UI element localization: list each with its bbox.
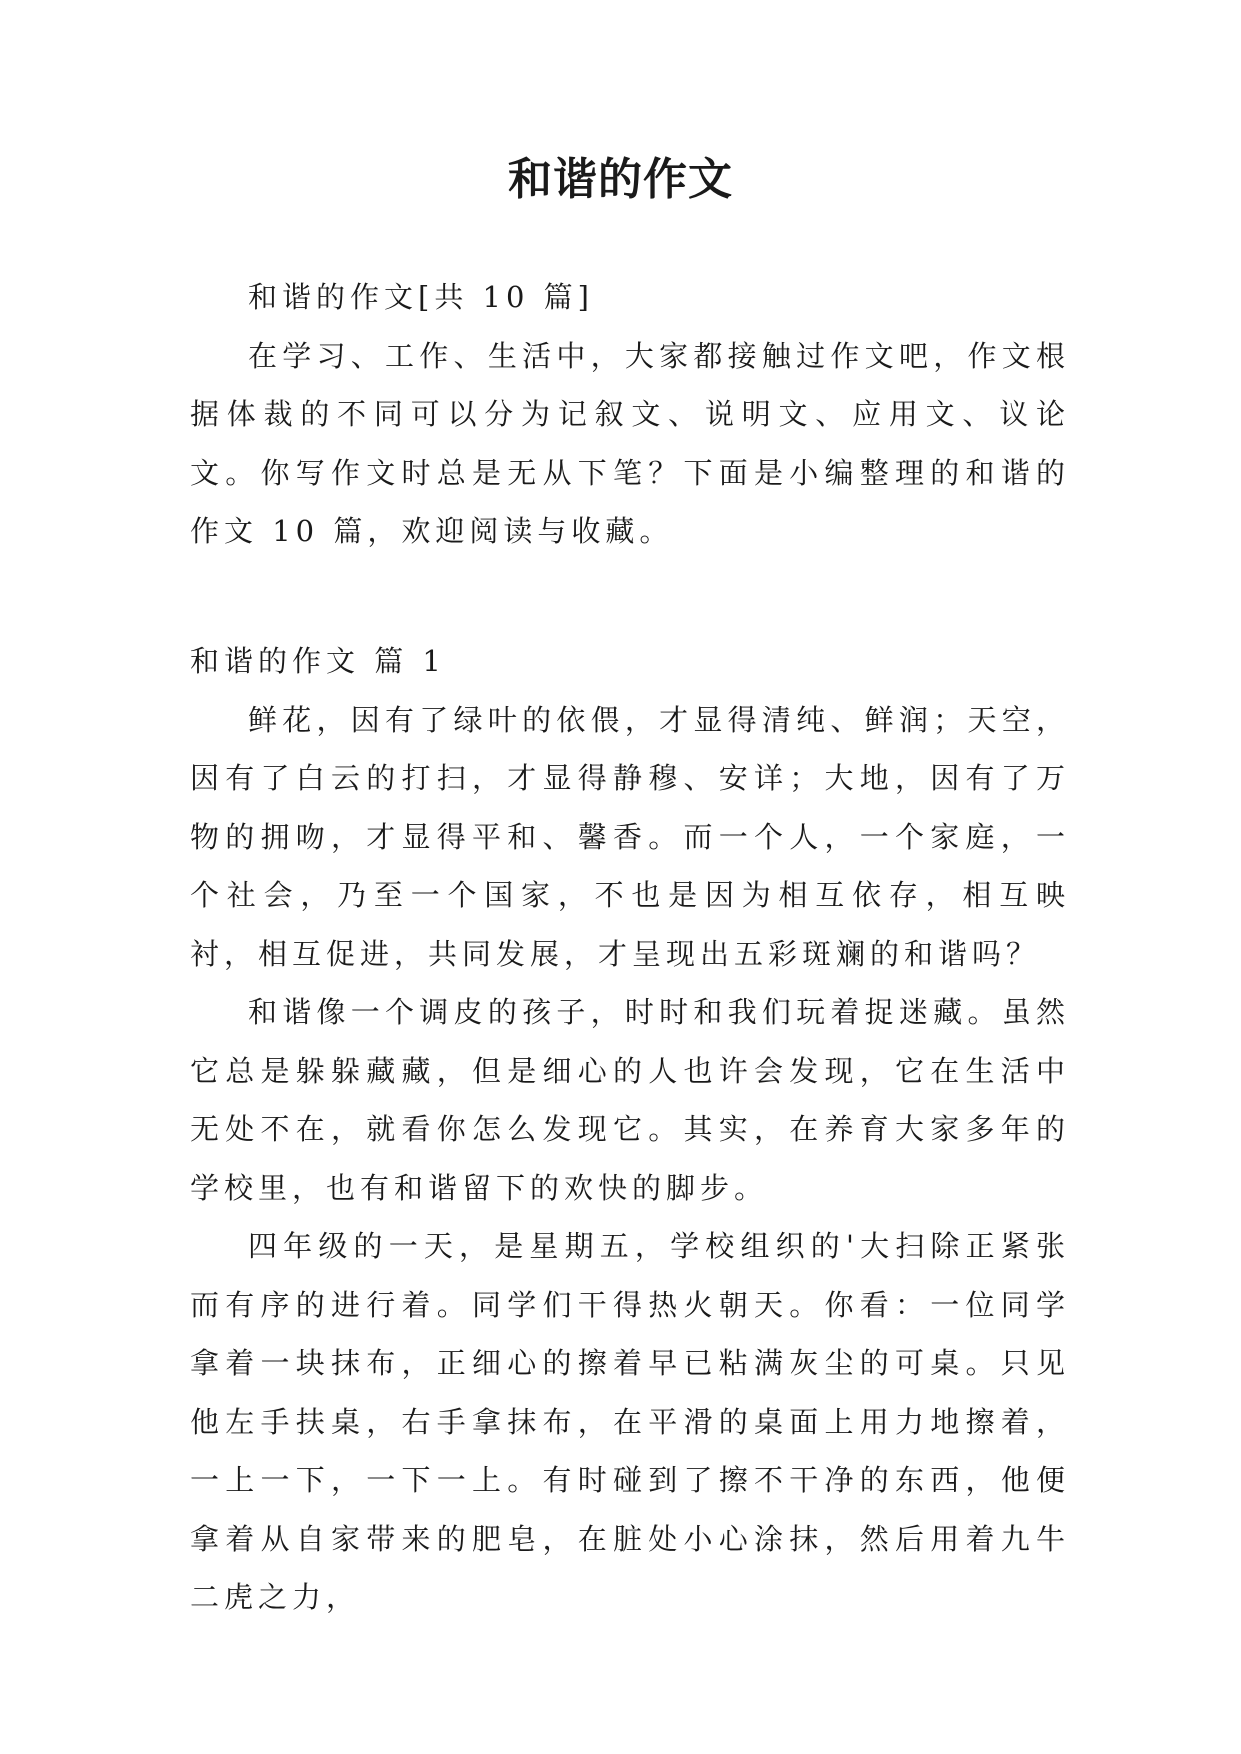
document-subtitle: 和谐的作文[共 10 篇] [248,280,594,314]
document-title: 和谐的作文 [508,154,733,205]
essay-paragraph: 鲜花，因有了绿叶的依偎，才显得清纯、鲜润；天空，因有了白云的打扫，才显得静穆、安详；大地，因有了万物的拥吻，才显得平和、馨香。而一个人，一个家庭，一个社会，乃至一个国家，不也是因为相互依存，相互映衬，相互促进，共同发展，才呈现出五彩斑斓的和谐吗？ [190,702,1070,971]
section-heading: 和谐的作文 篇 1 [190,644,446,678]
essay-paragraph: 和谐像一个调皮的孩子，时时和我们玩着捉迷藏。虽然它总是躲躲藏藏，但是细心的人也许会发现，它在生活中无处不在，就看你怎么发现它。其实，在养育大家多年的学校里，也有和谐留下的欢快的脚步。 [190,995,1070,1205]
essay-block [190,632,1070,1627]
essay-paragraph: 四年级的一天，是星期五，学校组织的'大扫除正紧张而有序的进行着。同学们干得热火朝天。你看：一位同学拿着一块抹布，正细心的擦着早已粘满灰尘的可桌。只见他左手扶桌，右手拿抹布，在平滑的桌面上用力地擦着，一上一下，一下一上。有时碰到了擦不干净的东西，他便拿着从自家带来的肥皂，在脏处小心涂抹，然后用着九牛二虎之力， [190,1229,1070,1614]
intro-paragraph: 在学习、工作、生活中，大家都接触过作文吧，作文根据体裁的不同可以分为记叙文、说明文、应用文、议论文。你写作文时总是无从下笔？下面是小编整理的和谐的作文 10 篇，欢迎阅读与收藏。 [190,338,1070,548]
intro-block [190,268,1070,561]
